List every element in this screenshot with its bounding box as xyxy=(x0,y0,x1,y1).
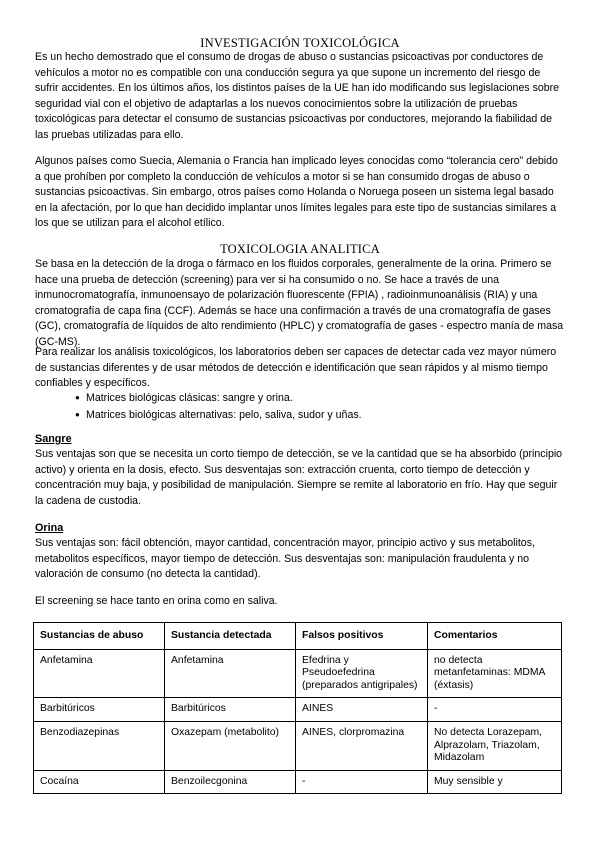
table-cell: Benzodiazepinas xyxy=(34,721,165,770)
matrices-list xyxy=(75,390,362,423)
table-cell: - xyxy=(296,770,428,794)
tolerance-paragraph: Algunos países como Suecia, Alemania o Francia han implicado leyes conocidas como “tolerancia cero” debido a que prohíben por completo la conducción de vehículos a motor si se han consumido drogas de abuso o sustancias psicoactivas. Sin embargo, otros países como Holanda o Noruega poseen un sistema legal basado en la afectación, por lo que han decidido implantar unos límites legales para este tipo de sustancias similares a los que se utilizan para el alcohol etílico. xyxy=(35,155,558,230)
column-header: Comentarios xyxy=(428,623,562,650)
title-toxicologia-analitica: TOXICOLOGIA ANALITICA xyxy=(220,242,380,256)
sangre-paragraph: Sus ventajas son que se necesita un corto tiempo de detección, se ve la cantidad que se ha absorbido (principio activo) y orienta en la dosis, efecto. Sus desventajas son: extracción cruenta, corto tiempo de detección y concentración muy baja, y posibilidad de manipulación. Siempre se remite al laboratorio en frío. Hay que seguir la cadena de custodia. xyxy=(35,448,563,507)
table-cell: Anfetamina xyxy=(34,649,165,698)
table-row xyxy=(34,770,562,794)
table-cell: No detecta Lorazepam, Alprazolam, Triazolam, Midazolam xyxy=(428,721,562,770)
table-cell: - xyxy=(428,698,562,722)
analytics-paragraph: Se basa en la detección de la droga o fármaco en los fluidos corporales, generalmente de la orina. Primero se hace una prueba de detección (screening) para ver si ha consumido o no. Se hace a través de una inmunocromatografía, inmunoensayo de polarización fluorescente (FPIA) , radioinmunoanálisis (RIA) y una cromatografía de capa fina (CCF). Además se hace una confirmación a través de una cromatografía de gases (GC), cromatografía de líquidos de alto rendimiento (HPLC) y cromatografía de gases - espectro manía de masa (GC-MS). xyxy=(35,258,564,348)
drug-abuse-table xyxy=(33,622,562,794)
table-cell: no detecta metanfetaminas: MDMA (éxtasis) xyxy=(428,649,562,698)
table-cell: Efedrina y Pseudoefedrina (preparados antigripales) xyxy=(296,649,428,698)
table-cell: Oxazepam (metabolito) xyxy=(165,721,296,770)
table-cell: Barbitúricos xyxy=(165,698,296,722)
table-cell: Anfetamina xyxy=(165,649,296,698)
table-header-row xyxy=(34,623,562,650)
orina-paragraph: Sus ventajas son: fácil obtención, mayor cantidad, concentración mayor, principio activo y sus metabolitos, metabolitos específicos, mayor tiempo de detección. Sus desventajas son: manipulación fraudulenta y no valoración de consumo (no detecta la cantidad). xyxy=(35,537,535,581)
table-cell: AINES, clorpromazina xyxy=(296,721,428,770)
column-header: Sustancias de abuso xyxy=(34,623,165,650)
table-cell: Muy sensible y xyxy=(428,770,562,794)
table-row xyxy=(34,649,562,698)
table-cell: AINES xyxy=(296,698,428,722)
intro-paragraph: Es un hecho demostrado que el consumo de drogas de abuso o sustancias psicoactivas por conductores de vehículos a motor no es compatible con una conducción segura ya que supone un incremento del riesgo de sufrir accidentes. En los últimos años, los distintos países de la UE han ido modificando sus legislaciones sobre seguridad vial con el objetivo de adaptarlas a los nuevos conocimientos sobre la utilización de pruebas toxicológicas para detectar el consumo de sustancias psicoactivas por conductores, mejorando la fiabilidad de las pruebas utilizadas para ello. xyxy=(35,51,560,141)
list-item: ● Matrices biológicas clásicas: sangre y orina. xyxy=(75,390,362,407)
requirements-paragraph: Para realizar los análisis toxicológicos, los laboratorios deben ser capaces de detectar cada vez mayor número de sustancias diferentes y de usar métodos de detección e identificación que sean rápidos y al mismo tiempo confiables y específicos. xyxy=(35,346,557,390)
list-item: ● Matrices biológicas alternativas: pelo, saliva, sudor y uñas. xyxy=(75,407,362,424)
column-header: Sustancia detectada xyxy=(165,623,296,650)
heading-sangre: Sangre xyxy=(35,433,72,445)
column-header: Falsos positivos xyxy=(296,623,428,650)
table-row xyxy=(34,721,562,770)
table-row xyxy=(34,698,562,722)
table-cell: Benzoilecgonina xyxy=(165,770,296,794)
table-cell: Barbitúricos xyxy=(34,698,165,722)
heading-orina: Orina xyxy=(35,522,64,534)
table-cell: Cocaína xyxy=(34,770,165,794)
title-investigacion: INVESTIGACIÓN TOXICOLÓGICA xyxy=(200,36,400,50)
screening-note: El screening se hace tanto en orina como en saliva. xyxy=(35,595,278,607)
